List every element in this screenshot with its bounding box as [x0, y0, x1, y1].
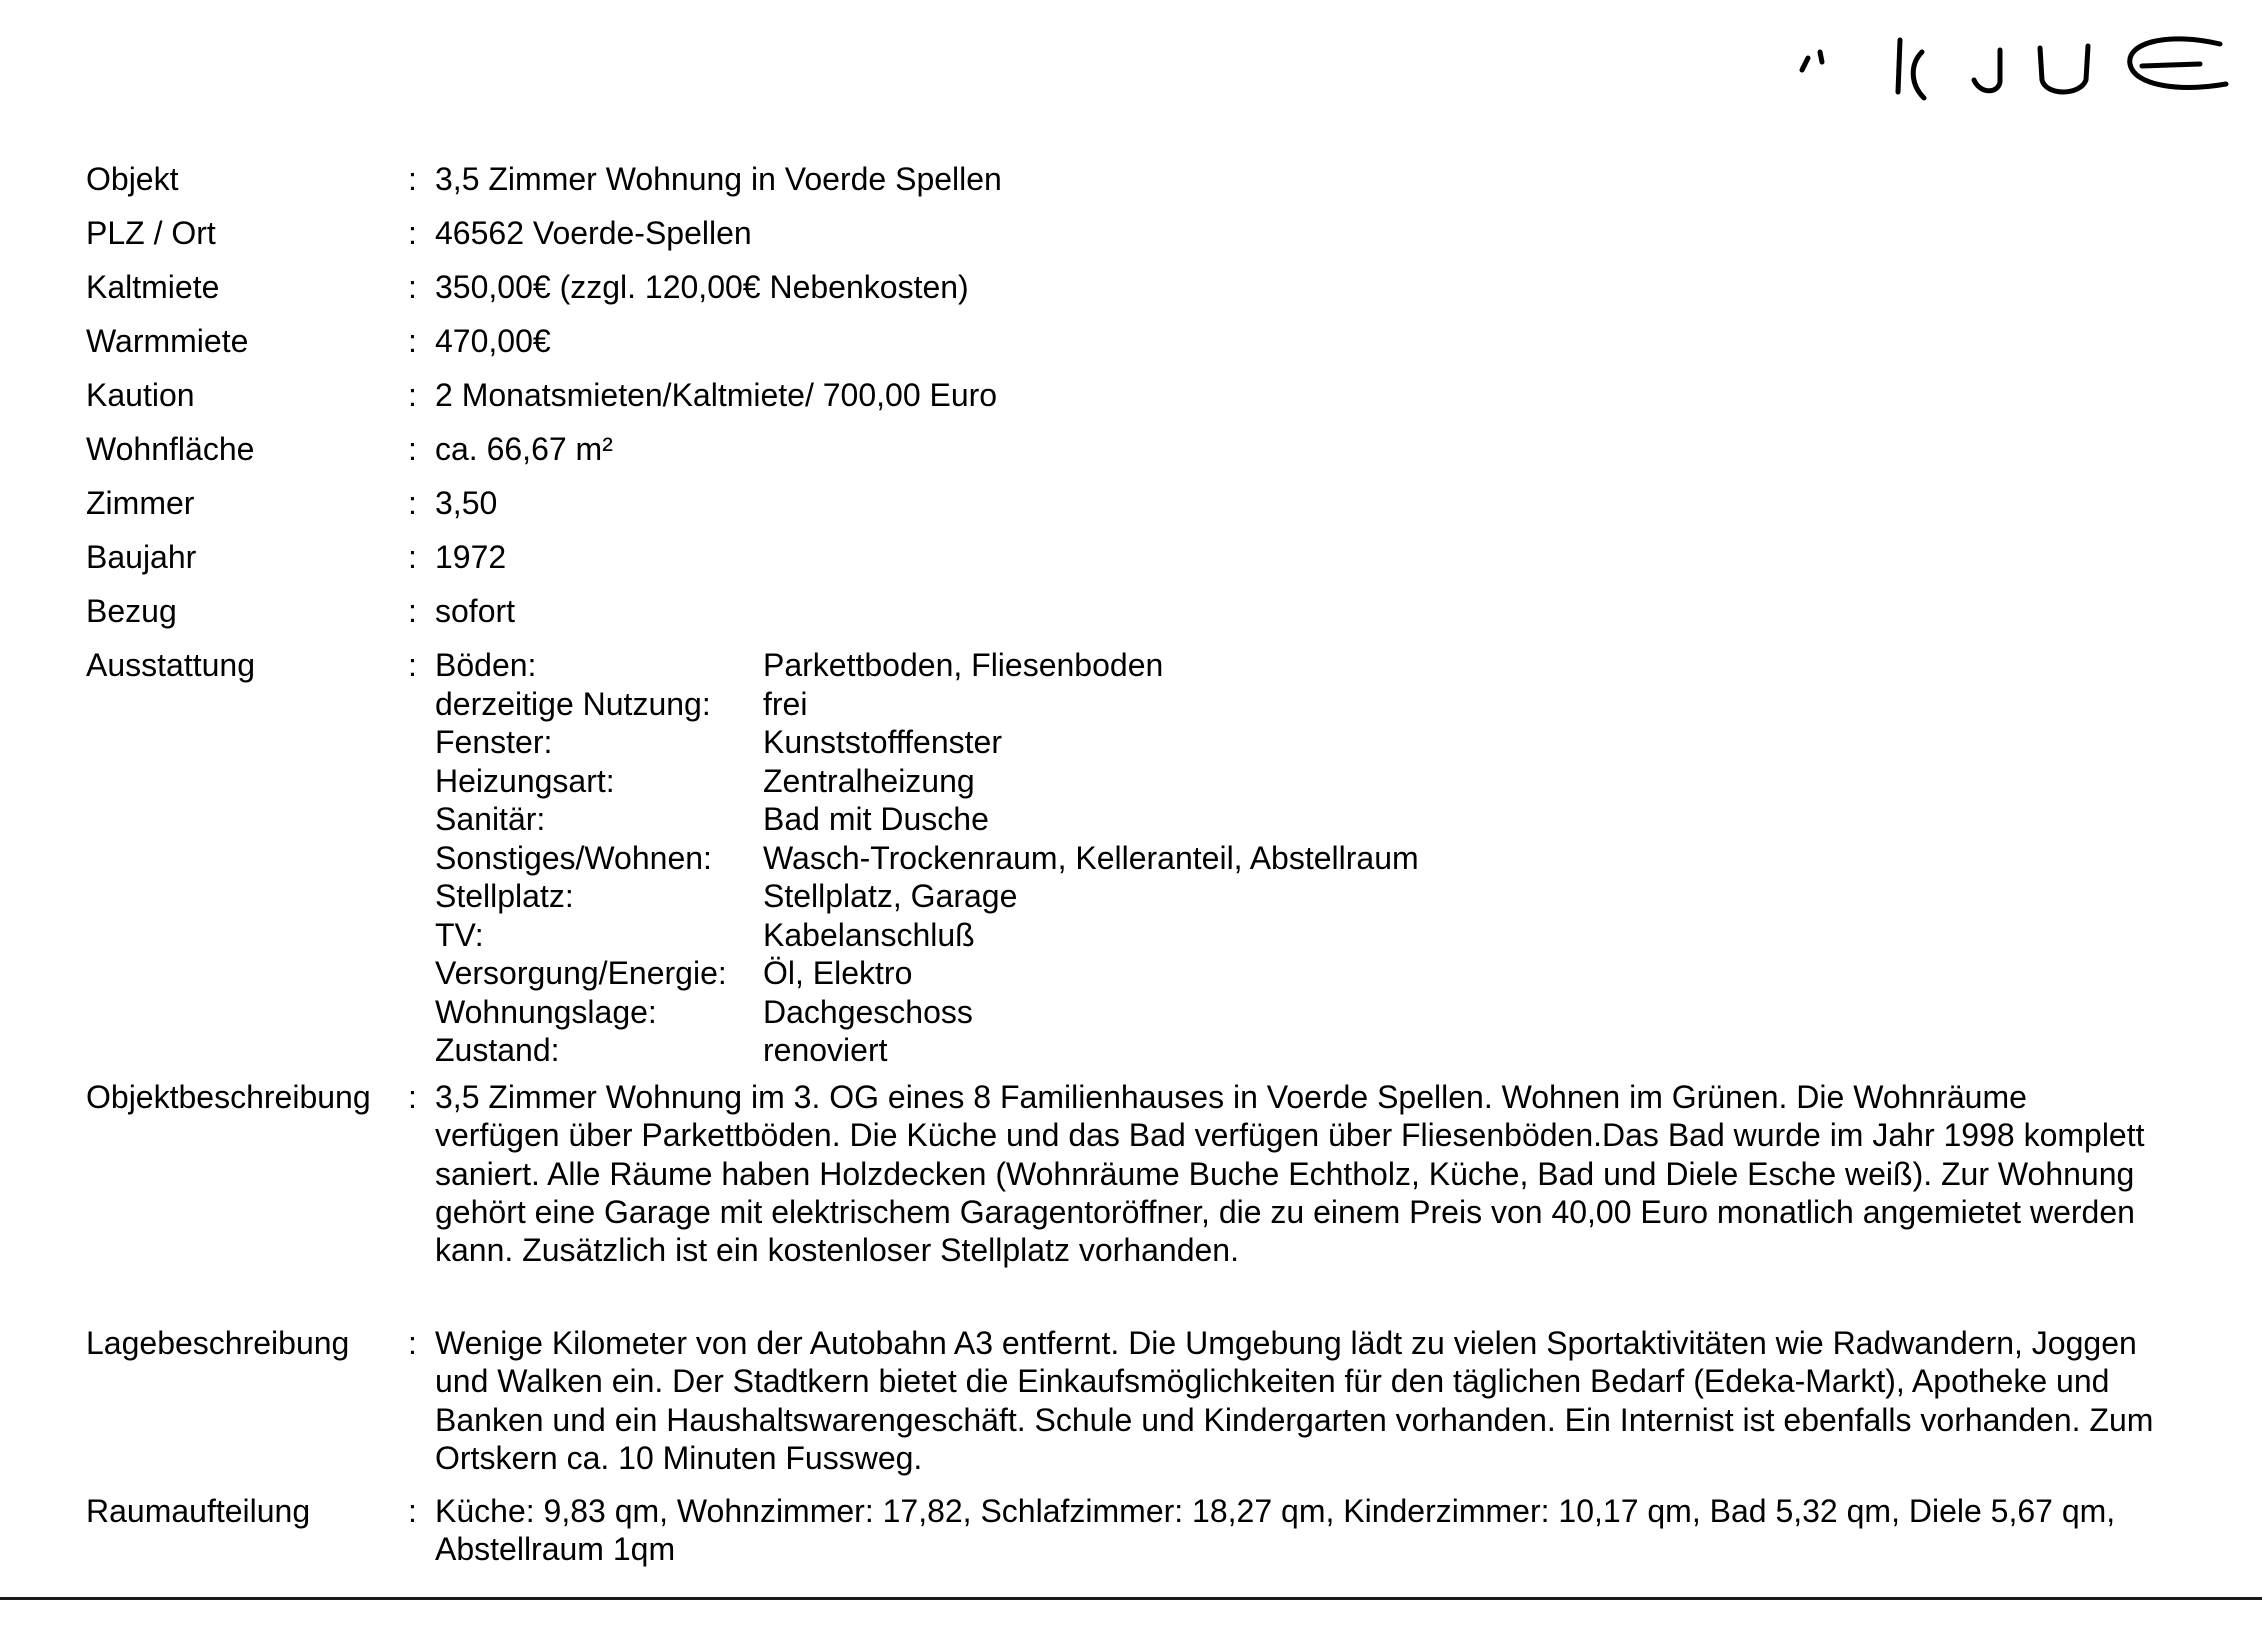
ausstattung-value: Zentralheizung: [763, 762, 975, 799]
field-label: PLZ / Ort: [86, 215, 216, 251]
field-colon: :: [408, 377, 417, 413]
field-colon: :: [408, 593, 417, 629]
ausstattung-key: Sonstiges/Wohnen:: [435, 839, 712, 876]
field-label: Bezug: [86, 593, 177, 629]
field-colon: :: [408, 215, 417, 251]
ausstattung-key: Heizungsart:: [435, 762, 615, 799]
ausstattung-value: Kunststofffenster: [763, 724, 1002, 760]
ausstattung-key: Stellplatz:: [435, 878, 574, 914]
field-label: Objektbeschreibung: [86, 1079, 371, 1115]
field-label: Lagebeschreibung: [86, 1325, 350, 1361]
field-zimmer: [86, 484, 2196, 538]
objektbeschreibung-text: 3,5 Zimmer Wohnung im 3. OG eines 8 Familienhauses in Voerde Spellen. Wohnen im Grünen. Die Wohnräume verfügen über Parkettböden. Die Küche und das Bad verfügen über Fliesenböden.Das Bad wurde im Jahr 1998 komplett saniert. Alle Räume haben Holzdecken (Wohnräume Buche Echtholz, Küche, Bad und Diele Esche weiß). Zur Wohnung gehört eine Garage mit elektrischem Garagentoröffner, die zu einem Preis von 40,00 Euro monatlich angemietet werden kann. Zusätzlich ist ein kostenloser Stellplatz vorhanden.: [435, 1079, 2145, 1269]
field-baujahr: [86, 538, 2196, 592]
field-value: 1972: [435, 539, 507, 575]
bottom-divider: [0, 1597, 2262, 1600]
ausstattung-value: Dachgeschoss: [763, 993, 973, 1030]
field-label: Ausstattung: [86, 647, 255, 683]
field-objekt: [86, 160, 2196, 214]
ausstattung-key: Sanitär:: [435, 801, 546, 837]
field-raumaufteilung: [86, 1492, 2196, 1582]
handwritten-note: [1790, 22, 2230, 102]
field-label: Warmmiete: [86, 323, 249, 359]
lagebeschreibung-text: Wenige Kilometer von der Autobahn A3 entfernt. Die Umgebung lädt zu vielen Sportaktivitäten wie Radwandern, Joggen und Walken ein. Der Stadtkern bietet die Einkaufsmöglichkeiten für den täglichen Bedarf (Edeka-Markt), Apotheke und Banken und ein Haushaltswarengeschäft. Schule und Kindergarten vorhanden. Ein Internist ist ebenfalls vorhanden. Zum Ortskern ca. 10 Minuten Fussweg.: [435, 1325, 2154, 1476]
field-colon: :: [408, 161, 417, 197]
field-ausstattung: [86, 646, 2196, 1078]
expose-document: [86, 160, 2196, 1582]
field-colon: :: [408, 323, 417, 359]
ausstattung-value: renoviert: [763, 1032, 888, 1068]
ausstattung-value: Parkettboden, Fliesenboden: [763, 647, 1164, 683]
ausstattung-value: Bad mit Dusche: [763, 801, 989, 837]
field-colon: :: [408, 647, 417, 683]
field-colon: :: [408, 1493, 417, 1529]
ausstattung-key: derzeitige Nutzung:: [435, 685, 711, 722]
ausstattung-value: Stellplatz, Garage: [763, 878, 1018, 914]
field-objektbeschreibung: [86, 1078, 2196, 1324]
field-label: Kaltmiete: [86, 269, 220, 305]
field-label: Zimmer: [86, 485, 195, 521]
field-colon: :: [408, 431, 417, 467]
field-colon: :: [408, 1079, 417, 1115]
field-colon: :: [408, 1325, 417, 1361]
field-wohnflaeche: [86, 430, 2196, 484]
ausstattung-key: Fenster:: [435, 724, 553, 760]
field-lagebeschreibung: [86, 1324, 2196, 1492]
ausstattung-key: Zustand:: [435, 1032, 560, 1068]
field-value: ca. 66,67 m²: [435, 431, 613, 467]
field-label: Objekt: [86, 161, 179, 197]
ausstattung-key: Versorgung/Energie:: [435, 955, 727, 991]
field-label: Baujahr: [86, 539, 197, 575]
field-colon: :: [408, 269, 417, 305]
ausstattung-key: TV:: [435, 916, 484, 953]
field-value: 350,00€ (zzgl. 120,00€ Nebenkosten): [435, 269, 969, 305]
field-bezug: [86, 592, 2196, 646]
ausstattung-key: Wohnungslage:: [435, 993, 657, 1030]
ausstattung-key: Böden:: [435, 647, 537, 683]
field-colon: :: [408, 485, 417, 521]
ausstattung-value: frei: [763, 685, 808, 722]
field-value: 470,00€: [435, 323, 551, 359]
field-value: 46562 Voerde-Spellen: [435, 215, 752, 251]
field-value: 3,50: [435, 485, 498, 521]
field-value: 2 Monatsmieten/Kaltmiete/ 700,00 Euro: [435, 377, 998, 413]
raumaufteilung-text: Küche: 9,83 qm, Wohnzimmer: 17,82, Schlafzimmer: 18,27 qm, Kinderzimmer: 10,17 qm, Bad 5,32 qm, Diele 5,67 qm, Abstellraum 1qm: [435, 1493, 2116, 1568]
field-kaution: [86, 376, 2196, 430]
field-value: 3,5 Zimmer Wohnung in Voerde Spellen: [435, 161, 1002, 197]
ausstattung-value: Öl, Elektro: [763, 955, 913, 991]
field-label: Wohnfläche: [86, 431, 255, 467]
ausstattung-value: Wasch-Trockenraum, Kelleranteil, Abstellraum: [763, 839, 1419, 876]
field-label: Kaution: [86, 377, 195, 413]
field-warmmiete: [86, 322, 2196, 376]
ausstattung-value: Kabelanschluß: [763, 916, 975, 953]
field-value: sofort: [435, 593, 516, 629]
field-label: Raumaufteilung: [86, 1493, 311, 1529]
field-colon: :: [408, 539, 417, 575]
field-kaltmiete: [86, 268, 2196, 322]
field-plz-ort: [86, 214, 2196, 268]
